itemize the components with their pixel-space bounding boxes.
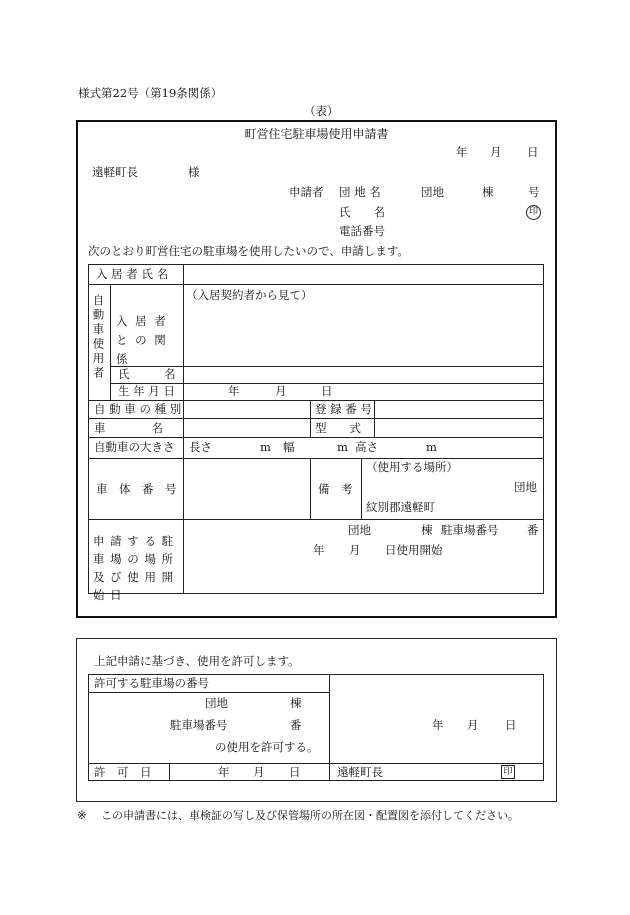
request-complex: 団地 bbox=[348, 523, 371, 537]
permit-date-label: 許 可 日 bbox=[94, 765, 152, 779]
applicant-complex-label: 団 地 名 bbox=[339, 185, 381, 199]
start-year: 年 bbox=[313, 543, 325, 557]
form-number: 様式第22号（第19条関係） bbox=[78, 86, 223, 100]
permit-lot-label: 許可する駐車場の番号 bbox=[94, 676, 209, 690]
request-label: 申 請 す る 駐 車 場 の 場 所 及 び 使 用 開 始 日 bbox=[93, 534, 175, 602]
applicant-room-unit: 号 bbox=[528, 185, 540, 199]
permit-building: 棟 bbox=[290, 696, 302, 710]
birthdate-label: 生 年 月 日 bbox=[118, 384, 175, 398]
request-lot-unit: 番 bbox=[527, 523, 539, 537]
car-user-label: 自動車使用者 bbox=[91, 294, 106, 381]
length-label: 長さ bbox=[189, 440, 212, 454]
permit-statement: 上記申請に基づき、使用を許可します。 bbox=[94, 654, 300, 668]
form-side-label: （表） bbox=[304, 104, 339, 118]
registration-label: 登 録 番 号 bbox=[315, 402, 372, 416]
car-type-label: 自 動 車 の 種 別 bbox=[94, 402, 182, 416]
permit-right-day: 日 bbox=[505, 718, 517, 732]
user-name-label: 氏 名 bbox=[118, 367, 176, 381]
model-label: 型 式 bbox=[315, 421, 361, 435]
permit-lot-number-label: 駐車場番号 bbox=[170, 718, 228, 732]
application-statement: 次のとおり町営住宅の駐車場を使用したいので、申請します。 bbox=[88, 244, 409, 258]
height-label: 高さ bbox=[355, 440, 378, 454]
request-building: 棟 bbox=[421, 523, 433, 537]
width-label: 幅 bbox=[283, 440, 295, 454]
applicant-phone-label: 電話番号 bbox=[339, 224, 385, 238]
birth-day: 日 bbox=[321, 384, 333, 398]
applicant-complex-unit: 団地 bbox=[421, 185, 444, 199]
applicant-label: 申請者 bbox=[289, 185, 324, 199]
applicant-seal bbox=[526, 205, 541, 220]
length-unit: m bbox=[260, 440, 271, 454]
width-unit: m bbox=[337, 440, 348, 454]
relation-note: （入居契約者から見て） bbox=[186, 288, 313, 302]
footnote-mark: ※ bbox=[77, 808, 87, 822]
place-address: 紋別郡遠軽町 bbox=[366, 500, 435, 514]
chassis-label: 車 体 番 号 bbox=[96, 482, 177, 496]
applicant-building-unit: 棟 bbox=[482, 185, 494, 199]
size-label: 自動車の大きさ bbox=[94, 440, 175, 454]
remarks-label: 備 考 bbox=[318, 482, 353, 496]
permit-mayor: 遠軽町長 bbox=[337, 765, 383, 779]
applicant-name-label: 氏 名 bbox=[339, 205, 385, 219]
request-lot-label: 駐車場番号 bbox=[441, 523, 499, 537]
birth-year: 年 bbox=[228, 384, 240, 398]
permit-date-day: 日 bbox=[289, 765, 301, 779]
permit-date-month: 月 bbox=[253, 765, 265, 779]
start-suffix: 日使用開始 bbox=[385, 543, 443, 557]
height-unit: m bbox=[426, 440, 437, 454]
place-complex: 団地 bbox=[514, 480, 537, 494]
permit-right-month: 月 bbox=[467, 718, 479, 732]
footnote-text: この申請書には、車検証の写し及び保管場所の所在図・配置図を添付してください。 bbox=[101, 809, 519, 822]
start-month: 月 bbox=[349, 543, 361, 557]
permit-right-year: 年 bbox=[432, 718, 444, 732]
permit-date-year: 年 bbox=[218, 765, 230, 779]
car-name-label: 車 名 bbox=[94, 421, 163, 435]
resident-name-label: 入 居 者 氏 名 bbox=[96, 267, 169, 281]
birth-month: 月 bbox=[275, 384, 287, 398]
permit-seal-mark: 印 bbox=[501, 765, 515, 779]
addressee-honorific: 様 bbox=[188, 165, 200, 179]
permit-text: の使用を許可する。 bbox=[215, 740, 319, 754]
place-label: （使用する場所） bbox=[366, 460, 458, 474]
applicant-seal-mark: 印 bbox=[526, 205, 541, 220]
permit-lot-number-unit: 番 bbox=[290, 718, 302, 732]
permit-seal bbox=[501, 765, 515, 779]
relation-label: 入 居 者 と の 関 係 bbox=[116, 314, 168, 366]
addressee-name: 遠軽町長 bbox=[92, 165, 138, 179]
application-date-year: 年 bbox=[456, 145, 468, 159]
application-date-month: 月 bbox=[490, 145, 502, 159]
application-title: 町営住宅駐車場使用申請書 bbox=[244, 127, 389, 141]
permit-complex: 団地 bbox=[205, 696, 228, 710]
application-date-day: 日 bbox=[527, 145, 539, 159]
